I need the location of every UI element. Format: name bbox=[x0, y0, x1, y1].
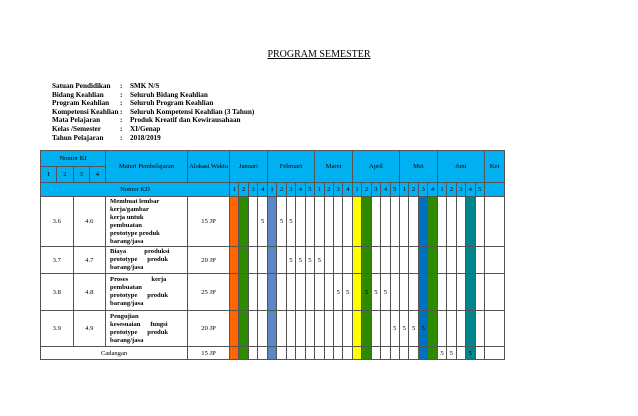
week-cell bbox=[333, 347, 342, 360]
week-cell bbox=[296, 197, 305, 247]
info-label: Kompetensi Keahlian bbox=[52, 107, 119, 116]
week-header: 3 bbox=[333, 183, 342, 197]
ket-cell bbox=[485, 347, 505, 360]
ki-number: 4 bbox=[89, 167, 105, 183]
week-cell: 5 bbox=[362, 274, 371, 311]
week-cell bbox=[230, 197, 239, 247]
week-cell bbox=[437, 311, 446, 347]
ket-cell bbox=[485, 197, 505, 247]
ki-cell: 3.7 bbox=[41, 247, 74, 274]
week-header: 2 bbox=[239, 183, 248, 197]
week-cell: 5 bbox=[437, 347, 446, 360]
info-label: Satuan Pendidikan bbox=[52, 82, 111, 90]
week-cell: 5 bbox=[400, 311, 409, 347]
week-cell bbox=[371, 247, 380, 274]
week-cell bbox=[400, 247, 409, 274]
week-cell bbox=[286, 347, 295, 360]
week-cell bbox=[277, 311, 286, 347]
materi-line: barang/jasa bbox=[110, 300, 144, 307]
week-cell bbox=[305, 347, 315, 360]
info-colon: : bbox=[120, 99, 123, 108]
week-cell bbox=[381, 311, 390, 347]
info-row bbox=[52, 134, 254, 143]
week-cell bbox=[296, 274, 305, 311]
week-cell bbox=[324, 311, 333, 347]
month-header: Februari bbox=[267, 151, 314, 183]
materi-line: prototype produk bbox=[110, 256, 169, 263]
week-header: 4 bbox=[466, 183, 475, 197]
week-cell bbox=[267, 247, 276, 274]
week-cell bbox=[305, 197, 315, 247]
week-cell bbox=[343, 311, 352, 347]
ki-number: 2 bbox=[57, 167, 73, 183]
week-header: 5 bbox=[305, 183, 315, 197]
week-cell bbox=[315, 347, 324, 360]
week-cell bbox=[305, 311, 315, 347]
alokasi-cell: 15 JP bbox=[188, 197, 230, 247]
week-cell bbox=[296, 347, 305, 360]
alokasi-cell: 20 JP bbox=[188, 311, 230, 347]
week-cell bbox=[267, 197, 276, 247]
week-cell: 5 bbox=[286, 197, 295, 247]
info-value: Seluruh Program Keahlian bbox=[130, 99, 214, 108]
materi-line: kerja untuk bbox=[110, 213, 144, 221]
week-cell bbox=[456, 347, 465, 360]
week-cell bbox=[371, 347, 380, 360]
materi-line: kesesuaian fungsi bbox=[110, 320, 168, 328]
week-cell: 5 bbox=[258, 197, 267, 247]
week-cell bbox=[248, 197, 257, 247]
week-cell bbox=[418, 247, 427, 274]
week-cell bbox=[286, 311, 295, 347]
week-cell bbox=[381, 347, 390, 360]
week-cell bbox=[475, 274, 484, 311]
info-value: SMK N/S bbox=[130, 82, 160, 90]
week-cell bbox=[466, 274, 475, 311]
week-cell: 5 bbox=[333, 274, 342, 311]
info-colon: : bbox=[120, 124, 123, 133]
week-cell bbox=[456, 197, 465, 247]
ket-cell bbox=[485, 311, 505, 347]
week-cell bbox=[447, 274, 456, 311]
week-cell bbox=[239, 247, 248, 274]
week-header: 5 bbox=[475, 183, 484, 197]
materi-line: Pengujian bbox=[110, 312, 139, 320]
info-colon: : bbox=[120, 107, 123, 116]
info-value: Seluruh Bidang Keahlian bbox=[130, 90, 208, 99]
nomor-kd-header: Nomor KD bbox=[41, 183, 230, 197]
week-cell bbox=[277, 247, 286, 274]
week-cell bbox=[248, 247, 257, 274]
week-cell bbox=[466, 197, 475, 247]
kd-cell: 4.9 bbox=[73, 311, 106, 347]
ket-cell bbox=[485, 274, 505, 311]
alokasi-cell: 15 JP bbox=[188, 347, 230, 360]
info-row bbox=[52, 99, 254, 108]
info-row bbox=[52, 91, 254, 100]
week-cell bbox=[286, 274, 295, 311]
week-cell bbox=[248, 274, 257, 311]
table-row bbox=[41, 274, 505, 311]
info-colon: : bbox=[120, 90, 123, 99]
week-cell bbox=[324, 197, 333, 247]
week-cell bbox=[248, 311, 257, 347]
ki-cell: 3.9 bbox=[41, 311, 74, 347]
week-cell bbox=[456, 274, 465, 311]
week-cell: 5 bbox=[277, 197, 286, 247]
table-row bbox=[41, 311, 505, 347]
week-cell bbox=[400, 274, 409, 311]
week-cell bbox=[343, 347, 352, 360]
week-cell bbox=[230, 347, 239, 360]
week-cell bbox=[418, 274, 427, 311]
week-cell bbox=[362, 247, 371, 274]
week-cell: 5 bbox=[409, 311, 418, 347]
materi-line: Biaya produksi bbox=[110, 248, 170, 255]
week-cell: 5 bbox=[381, 274, 390, 311]
header-row bbox=[41, 151, 505, 167]
week-cell: 5 bbox=[466, 347, 475, 360]
materi-cell bbox=[106, 311, 188, 347]
materi-line: prototype produk bbox=[110, 229, 160, 237]
alokasi-cell: 20 JP bbox=[188, 247, 230, 274]
week-cell bbox=[324, 347, 333, 360]
week-cell: 5 bbox=[343, 274, 352, 311]
week-cell bbox=[230, 274, 239, 311]
info-row bbox=[52, 82, 254, 91]
week-cell bbox=[362, 347, 371, 360]
week-header: 1 bbox=[315, 183, 324, 197]
week-cell bbox=[362, 311, 371, 347]
week-cell bbox=[324, 274, 333, 311]
week-cell bbox=[456, 247, 465, 274]
week-cell bbox=[352, 247, 361, 274]
week-header: 1 bbox=[230, 183, 239, 197]
week-cell bbox=[418, 347, 427, 360]
week-cell bbox=[305, 274, 315, 311]
week-header: 2 bbox=[277, 183, 286, 197]
materi-line: Proses kerja bbox=[110, 276, 167, 283]
month-header: Januari bbox=[230, 151, 268, 183]
week-cell: 5 bbox=[286, 247, 295, 274]
week-cell bbox=[230, 311, 239, 347]
week-cell bbox=[315, 197, 324, 247]
info-value: Produk Kreatif dan Kewirausahaan bbox=[130, 116, 241, 125]
table-row bbox=[41, 197, 505, 247]
ki-number: 3 bbox=[73, 167, 89, 183]
week-header: 2 bbox=[324, 183, 333, 197]
week-header: 4 bbox=[428, 183, 437, 197]
week-cell bbox=[258, 274, 267, 311]
week-cell bbox=[248, 347, 257, 360]
info-label: Mata Pelajaran bbox=[52, 116, 101, 125]
week-header: 4 bbox=[381, 183, 390, 197]
week-cell bbox=[428, 247, 437, 274]
month-header: April bbox=[352, 151, 399, 183]
cadangan-row bbox=[41, 347, 505, 360]
materi-line: barang/jasa bbox=[110, 264, 144, 271]
week-cell bbox=[258, 247, 267, 274]
info-colon: : bbox=[120, 133, 123, 142]
kd-cell: 4.8 bbox=[73, 274, 106, 311]
week-cell bbox=[239, 274, 248, 311]
week-cell bbox=[400, 197, 409, 247]
cadangan-label: Cadangan bbox=[41, 347, 188, 360]
materi-line: pembuatan bbox=[110, 221, 142, 229]
week-header: 2 bbox=[447, 183, 456, 197]
semester-program-table bbox=[40, 150, 505, 360]
week-header: 2 bbox=[362, 183, 371, 197]
month-header: Maret bbox=[315, 151, 353, 183]
ki-cell: 3.8 bbox=[41, 274, 74, 311]
month-header: Mei bbox=[400, 151, 438, 183]
materi-cell bbox=[106, 197, 188, 247]
week-cell bbox=[333, 311, 342, 347]
week-cell bbox=[362, 197, 371, 247]
week-cell bbox=[428, 197, 437, 247]
week-cell bbox=[277, 274, 286, 311]
week-cell bbox=[267, 347, 276, 360]
ki-number: 1 bbox=[41, 167, 57, 183]
week-cell bbox=[409, 247, 418, 274]
week-header: 4 bbox=[296, 183, 305, 197]
info-label: Tahun Pelajaran bbox=[52, 133, 104, 142]
materi-line: prototype produk bbox=[110, 292, 169, 299]
info-label: Kelas /Semester bbox=[52, 124, 101, 133]
week-header: 1 bbox=[437, 183, 446, 197]
materi-cell bbox=[106, 274, 188, 311]
week-cell bbox=[437, 274, 446, 311]
week-cell bbox=[475, 347, 484, 360]
week-cell: 5 bbox=[418, 311, 427, 347]
info-row bbox=[52, 125, 254, 134]
week-cell bbox=[475, 311, 484, 347]
week-cell: 5 bbox=[371, 274, 380, 311]
identity-block bbox=[52, 82, 254, 142]
week-cell bbox=[352, 311, 361, 347]
week-header: 3 bbox=[248, 183, 257, 197]
week-cell bbox=[267, 274, 276, 311]
week-cell bbox=[315, 311, 324, 347]
ket-cell bbox=[485, 247, 505, 274]
week-cell bbox=[371, 311, 380, 347]
week-header: 5 bbox=[390, 183, 399, 197]
week-cell bbox=[475, 247, 484, 274]
week-header: 3 bbox=[286, 183, 295, 197]
alokasi-header: Alokasi Waktu bbox=[188, 151, 230, 183]
info-value: 2018/2019 bbox=[130, 133, 161, 142]
week-cell bbox=[390, 347, 399, 360]
week-cell: 5 bbox=[305, 247, 315, 274]
week-cell bbox=[324, 247, 333, 274]
week-header: 1 bbox=[267, 183, 276, 197]
kd-cell: 4.7 bbox=[73, 247, 106, 274]
ket-header: Ket bbox=[485, 151, 505, 183]
info-colon: : bbox=[120, 82, 123, 90]
info-colon: : bbox=[120, 116, 123, 125]
ki-cell: 3.6 bbox=[41, 197, 74, 247]
week-header: 3 bbox=[418, 183, 427, 197]
table-row bbox=[41, 247, 505, 274]
materi-line: barang/jasa bbox=[110, 237, 144, 245]
week-cell bbox=[258, 311, 267, 347]
week-cell bbox=[352, 274, 361, 311]
week-cell bbox=[333, 247, 342, 274]
week-header: 4 bbox=[343, 183, 352, 197]
materi-cell bbox=[106, 247, 188, 274]
week-cell bbox=[447, 311, 456, 347]
header-row bbox=[41, 183, 505, 197]
week-cell bbox=[258, 347, 267, 360]
week-cell bbox=[315, 274, 324, 311]
week-header: 3 bbox=[456, 183, 465, 197]
week-cell bbox=[239, 197, 248, 247]
info-label: Bidang Keahlian bbox=[52, 90, 104, 99]
week-cell bbox=[428, 347, 437, 360]
week-cell bbox=[428, 311, 437, 347]
info-row bbox=[52, 116, 254, 125]
alokasi-cell: 25 JP bbox=[188, 274, 230, 311]
info-label: Program Keahlian bbox=[52, 99, 110, 108]
materi-line: pembuatan bbox=[110, 284, 142, 291]
week-cell bbox=[400, 347, 409, 360]
week-header: 3 bbox=[371, 183, 380, 197]
week-cell: 5 bbox=[390, 311, 399, 347]
week-cell bbox=[437, 197, 446, 247]
week-cell bbox=[418, 197, 427, 247]
nomor-ki-header: Nomor KI bbox=[41, 151, 106, 167]
week-header: 1 bbox=[352, 183, 361, 197]
info-value: XI/Genap bbox=[130, 124, 161, 133]
materi-line: barang/jasa bbox=[110, 336, 144, 344]
week-cell: 5 bbox=[447, 347, 456, 360]
week-cell bbox=[343, 247, 352, 274]
week-cell bbox=[267, 311, 276, 347]
week-cell bbox=[277, 347, 286, 360]
week-cell: 5 bbox=[296, 247, 305, 274]
week-cell bbox=[352, 197, 361, 247]
week-cell bbox=[437, 247, 446, 274]
week-header: 1 bbox=[400, 183, 409, 197]
materi-header: Materi Pembelajaran bbox=[106, 151, 188, 183]
week-cell bbox=[390, 197, 399, 247]
week-header: 2 bbox=[409, 183, 418, 197]
week-cell bbox=[239, 311, 248, 347]
page-title: PROGRAM SEMESTER bbox=[267, 49, 371, 60]
info-row bbox=[52, 108, 254, 117]
week-cell bbox=[333, 197, 342, 247]
week-cell bbox=[381, 197, 390, 247]
week-cell bbox=[456, 311, 465, 347]
week-cell bbox=[475, 197, 484, 247]
month-header: Juni bbox=[437, 151, 484, 183]
week-cell bbox=[352, 347, 361, 360]
week-cell bbox=[296, 311, 305, 347]
week-cell bbox=[239, 347, 248, 360]
week-header: 4 bbox=[258, 183, 267, 197]
materi-line: kerja/gambar bbox=[110, 205, 149, 213]
week-cell bbox=[390, 274, 399, 311]
week-cell bbox=[428, 274, 437, 311]
week-cell bbox=[409, 274, 418, 311]
week-cell bbox=[343, 197, 352, 247]
week-cell: 5 bbox=[315, 247, 324, 274]
week-cell bbox=[466, 247, 475, 274]
week-cell bbox=[230, 247, 239, 274]
week-cell bbox=[390, 247, 399, 274]
week-cell bbox=[447, 247, 456, 274]
week-cell bbox=[409, 197, 418, 247]
week-cell bbox=[381, 247, 390, 274]
info-value: Seluruh Kompetensi Keahlian (3 Tahun) bbox=[130, 107, 255, 116]
week-cell bbox=[466, 311, 475, 347]
materi-line: Membuat lembar bbox=[110, 197, 160, 205]
kd-cell: 4.6 bbox=[73, 197, 106, 247]
week-cell bbox=[409, 347, 418, 360]
materi-line: prototype produk bbox=[110, 328, 169, 336]
week-cell bbox=[447, 197, 456, 247]
week-cell bbox=[371, 197, 380, 247]
ket-cell bbox=[485, 183, 505, 197]
